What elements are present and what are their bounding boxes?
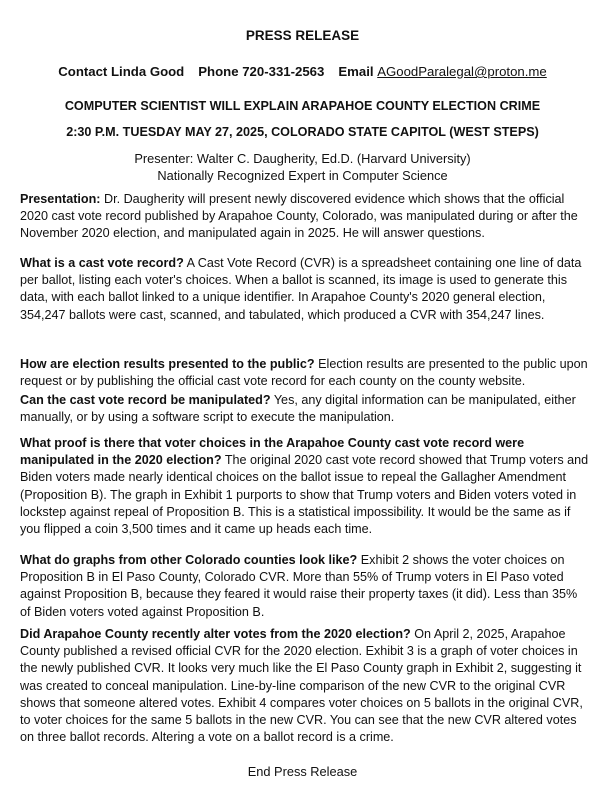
paragraph-text: Yes, any digital information can be manipulated, either manually, or by using a software script to execute the manipulation. <box>20 393 576 425</box>
headline-title: COMPUTER SCIENTIST WILL EXPLAIN ARAPAHOE COUNTY ELECTION CRIME <box>64 99 541 113</box>
contact-phone: Phone 720-331-2563 <box>198 64 325 79</box>
paragraph-text: Election results are presented to the public upon request or by publishing the official cast vote record for each county on the county website. <box>20 357 588 389</box>
paragraph-text: On April 2, 2025, Arapahoe County published a revised official CVR for the 2020 election. Exhibit 3 is a graph of voter choices in the newly published CVR. It looks very much like the El Paso County graph in Exhibit 2, suggesting it was created to conceal manipulation. Line-by-line comparison of the new CVR to the original CVR shows that someone altered votes. Exhibit 4 compares voter choices on 5 ballots in the original CVR, to voter choices for the same 5 ballots in the new CVR. You can see that the new CVR altered votes on three ballot records. Altering a vote on a ballot record is a crime. <box>20 627 583 745</box>
paragraph-lead: Can the cast vote record be manipulated? <box>20 393 271 407</box>
paragraph-text: A Cast Vote Record (CVR) is a spreadsheet containing one line of data per ballot, listing each voter's choices. When a ballot is scanned, its image is used to generate this data, with each ballot linked to a unique identifier. In Arapahoe County's 2020 general election, 354,247 ballots were cast, scanned, and tabulated, which produced a CVR with 354,247 lines. <box>20 256 582 322</box>
paragraph-lead: What do graphs from other Colorado counties look like? <box>20 553 358 567</box>
paragraph-recent-alteration <box>20 626 590 746</box>
paragraph-text: Dr. Daugherity will present newly discovered evidence which shows that the official 2020 cast vote record published by Arapahoe County, Colorado, was manipulated during or after the November 2020 election, and manipulated again in 2025. He will answer questions. <box>20 192 578 241</box>
paragraph-text: Exhibit 2 shows the voter choices on Proposition B in El Paso County, Colorado CVR. More than 55% of Trump voters in El Paso voted against Proposition B, because they feared it would raise their property taxes (it did). Less than 35% of Biden voters voted against Proposition B. <box>20 553 578 619</box>
paragraph-text: The original 2020 cast vote record showed that Trump voters and Biden voters made nearly identical choices on the ballot issue to repeal the Gallagher Amendment (Proposition B). The graph in Exhibit 1 purports to show that Trump voters and Biden voters voted in lockstep against repeal of Proposition B. This is a statistical impossibility. It would be the same as if you flipped a coin 3,500 times and it came up heads each time. <box>20 453 589 537</box>
paragraph-lead: What proof is there that voter choices in the Arapahoe County cast vote record were manipulated in the 2020 election? <box>20 436 525 468</box>
contact-email-label: Email <box>338 64 374 79</box>
presenter-credential: Nationally Recognized Expert in Computer Science <box>157 168 448 183</box>
contact-email-link[interactable]: AGoodParalegal@proton.me <box>377 64 547 79</box>
paragraph-proof <box>20 435 590 538</box>
headline-event-details: 2:30 P.M. TUESDAY MAY 27, 2025, COLORADO STATE CAPITOL (WEST STEPS) <box>66 125 539 139</box>
paragraph-lead: What is a cast vote record? <box>20 256 184 270</box>
paragraph-lead: Presentation: <box>20 192 101 206</box>
contact-line <box>0 64 605 79</box>
page-title: PRESS RELEASE <box>245 28 360 43</box>
contact-name: Contact Linda Good <box>58 64 185 79</box>
paragraph-manipulation <box>20 392 590 426</box>
paragraph-other-counties <box>20 552 590 621</box>
paragraph-presentation <box>20 191 590 243</box>
paragraph-cast-vote-record <box>20 255 590 324</box>
paragraph-lead: Did Arapahoe County recently alter votes from the 2020 election? <box>20 627 411 641</box>
presenter-name: Presenter: Walter C. Daugherity, Ed.D. (Harvard University) <box>134 151 471 166</box>
paragraph-lead: How are election results presented to the public? <box>20 357 315 371</box>
end-press-release: End Press Release <box>247 764 358 779</box>
paragraph-results-public <box>20 356 590 390</box>
